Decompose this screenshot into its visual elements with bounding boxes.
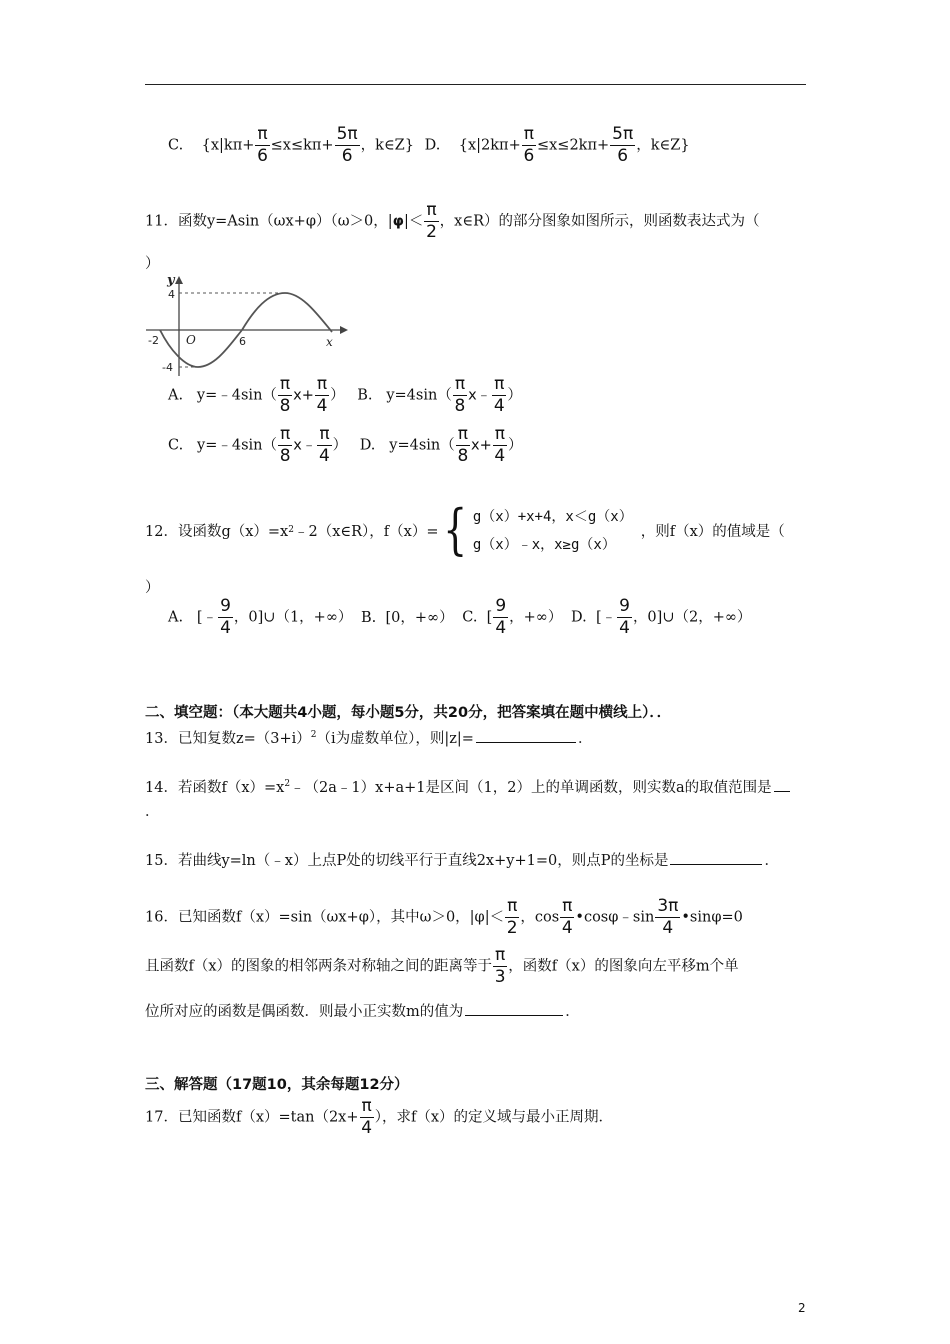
tick-6: 6 [239,335,246,348]
q17: 17．已知函数f（x）=tan（2x+ $\frac{\pi}{4}$ ），求f（x）的定义域与最小正周期． [145,1096,614,1138]
answer-blank[interactable] [465,1014,563,1016]
q15: 15．若曲线y=ln（﹣x）上点P处的切线平行于直线2x+y+1=0，则点P的坐标是 ． [145,853,779,869]
q16-line1: 16．已知函数f（x）=sin（ωx+φ），其中ω＞0，|φ|＜ $\frac{\pi}{2}$ ，cos $\frac{\pi}{4}$ •cosφ﹣sin $\frac{3\pi}{4}$ •sinφ=0 [145,896,743,938]
fraction: $\frac{\pi}{2}$ [426,200,437,242]
fraction: $\frac{\pi}{2}$ [506,896,518,938]
q11-stem: 11．函数y=Asin（ωx+φ）（ω＞0，|φ|＜ $\frac{\pi}{2}$ ，x∈R）的部分图象如图所示，则函数表达式为（ [145,200,760,242]
x-axis-arrow [340,326,348,334]
q11-options-row2 [168,426,522,465]
tick-neg2: -2 [148,334,159,347]
answer-blank[interactable] [670,863,762,865]
y-axis-label: y [167,273,175,288]
q10-options [168,126,690,165]
q10-option-c: C. {x|kπ+ $\frac{\pi}{6}$ ≤x≤kπ+ $\frac{5\pi}{6}$ ，k∈Z} [168,124,414,166]
q14: 14．若函数$f(x)=x^2﹣(2a﹣1)x+a+1$是区间（1，2）上的单调函数，则实数a的取值范围是 [145,776,792,797]
fraction: $\frac{9}{4}$ [495,596,507,638]
q12-options [168,598,751,637]
fraction: $\frac{\pi}{8}$ [279,424,291,466]
tick-neg4: -4 [162,361,173,374]
q12-option-b: B. [0，+∞） [361,609,454,626]
q12-option-c: C. [ $\frac{9}{4}$ ，+∞） [462,596,563,638]
q12-option-a: A. [﹣ $\frac{9}{4}$ ，0]∪（1，+∞） [168,596,353,638]
fraction: $\frac{9}{4}$ [220,596,231,638]
section-2-title: 二、填空题：（本大题共4小题，每小题5分，共20分，把答案填在题中横线上）．． [145,705,672,721]
q12-stem: 12．设函数g（x）=x 2 ﹣2（x∈R），f（x）= { g（x）+x+4，x＜g（x） g（x）﹣x，x≥g（x） ，则f（x）的值域是（ [145,498,785,561]
q11-option-d: D. y=4sin（ $\frac{\pi}{8}$ x+ $\frac{\pi}{4}$ ） [359,424,523,466]
answer-blank[interactable] [476,741,576,743]
sine-graph [140,270,350,380]
answer-blank[interactable] [774,790,790,792]
q11-options-row1 [168,376,522,415]
fraction: $\frac{\pi}{3}$ [494,945,506,987]
fraction: $\frac{\pi}{8}$ [279,374,291,416]
x-axis-label: x [326,335,333,349]
piecewise-cases: g（x）+x+4，x＜g（x） g（x）﹣x，x≥g（x） [472,509,633,553]
tick-4: 4 [168,288,175,301]
fraction: $\frac{\pi}{6}$ [523,124,535,166]
fraction: $\frac{\pi}{4}$ [494,424,506,466]
fraction: $\frac{5\pi}{6}$ [336,124,358,166]
fraction: $\frac{\pi}{4}$ [561,896,573,938]
q11-option-a: A. y=﹣4sin（ $\frac{\pi}{8}$ x+ $\frac{\pi}{4}$ ） [168,374,345,416]
fraction: $\frac{\pi}{4}$ [319,424,330,466]
section-3-title: 三、解答题（17题10，其余每题12分） [145,1077,409,1093]
q12-option-d: D. [﹣ $\frac{9}{4}$ ，0]∪（2，+∞） [571,596,752,638]
q16-line3: 位所对应的函数是偶函数．则最小正实数m的值为 ． [145,1004,580,1020]
origin-label: O [186,333,196,347]
y-axis-arrow [175,276,183,284]
q11-option-b: B. y=4sin（ $\frac{\pi}{8}$ x﹣ $\frac{\pi}{4}$ ） [357,374,522,416]
fraction: $\frac{\pi}{4}$ [361,1096,373,1138]
fraction: $\frac{\pi}{4}$ [493,374,505,416]
piecewise-brace: { [443,498,468,561]
q13: 13．已知复数$z=(3+i)^2(i$为虚数单位），则|z|= ． [145,730,593,747]
q14-end: ． [145,804,160,820]
fraction: $\frac{5\pi}{6}$ [612,124,634,166]
q11-option-c: C. y=﹣4sin（ $\frac{\pi}{8}$ x﹣ $\frac{\pi}{4}$ ） [168,424,348,466]
page-number: 2 [798,1301,806,1315]
q16-line2: 且函数f（x）的图象的相邻两条对称轴之间的距离等于 $\frac{\pi}{3}$ ，函数f（x）的图象向左平移m个单 [145,945,739,987]
q11-stem-end: ） [145,256,160,272]
fraction: $\frac{\pi}{6}$ [257,124,268,166]
fraction: $\frac{\pi}{8}$ [454,374,466,416]
fraction: $\frac{3\pi}{4}$ [657,896,679,938]
fraction: $\frac{\pi}{8}$ [457,424,469,466]
q10-option-d: D. {x|2kπ+ $\frac{\pi}{6}$ ≤x≤2kπ+ $\frac{5\pi}{6}$ ，k∈Z} [424,124,690,166]
q12-stem-end: ） [145,580,160,596]
fraction: $\frac{\pi}{4}$ [316,374,328,416]
fraction: $\frac{9}{4}$ [619,596,630,638]
header-rule [145,84,806,85]
